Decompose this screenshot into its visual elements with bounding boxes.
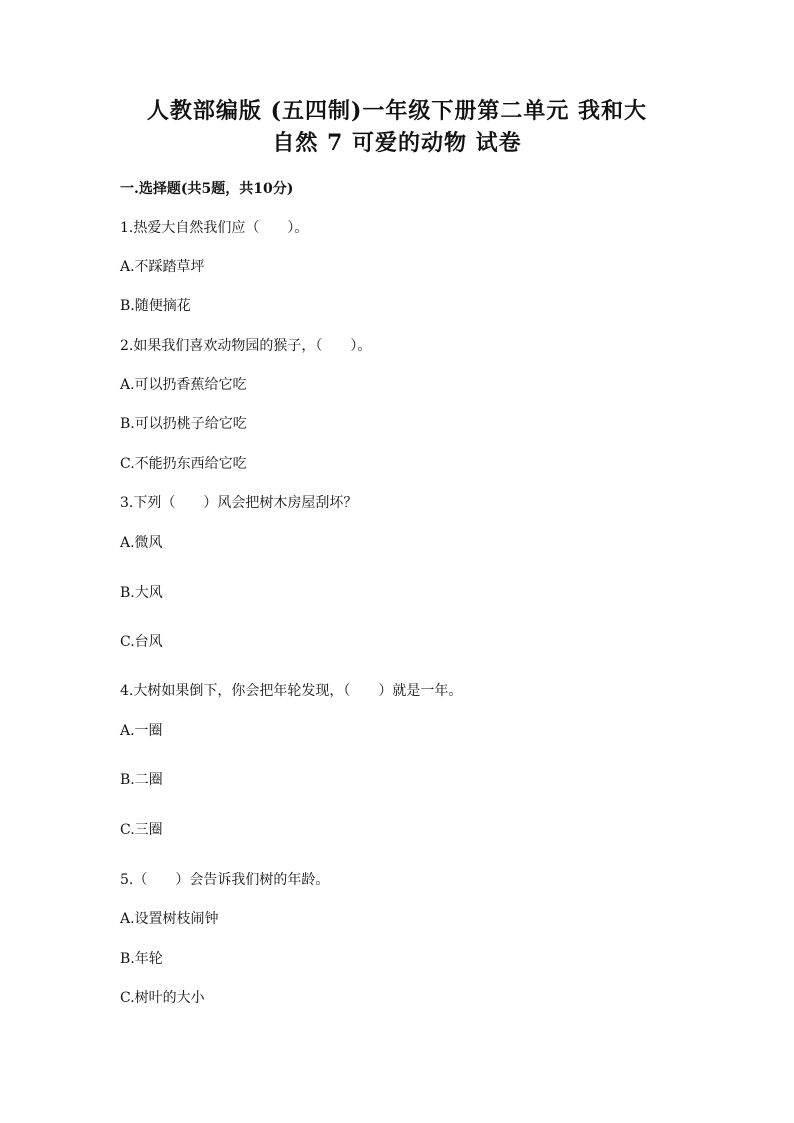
answer-option: A.一圈 [120, 723, 163, 739]
answer-option: B.二圈 [120, 772, 163, 788]
answer-option: A.可以扔香蕉给它吃 [120, 377, 247, 393]
answer-option: B.可以扔桃子给它吃 [120, 416, 247, 432]
answer-option: A.设置树枝闹钟 [120, 911, 219, 927]
answer-option: A.微风 [120, 535, 163, 551]
answer-option: A.不踩踏草坪 [120, 259, 205, 275]
answer-option: B.随便摘花 [120, 298, 191, 314]
question-stem: 1.热爱大自然我们应（ ）。 [120, 220, 309, 236]
answer-option: C.树叶的大小 [120, 990, 205, 1006]
answer-option: B.大风 [120, 585, 163, 601]
page-title-line-2: 自然 7 可爱的动物 试卷 [272, 130, 522, 156]
section-heading: 一.选择题(共5题，共10分) [120, 181, 294, 197]
question-stem: 5.（ ）会告诉我们树的年龄。 [120, 872, 330, 888]
answer-option: C.三圈 [120, 822, 163, 838]
question-stem: 2.如果我们喜欢动物园的猴子，（ ）。 [120, 338, 372, 354]
question-stem: 3.下列（ ）风会把树木房屋刮坏？ [120, 495, 358, 511]
answer-option: C.不能扔东西给它吃 [120, 456, 247, 472]
page-title-line-1: 人教部编版 (五四制)一年级下册第二单元 我和大 [146, 98, 648, 124]
answer-option: B.年轮 [120, 951, 163, 967]
answer-option: C.台风 [120, 634, 163, 650]
question-stem: 4.大树如果倒下，你会把年轮发现，（ ）就是一年。 [120, 683, 463, 699]
